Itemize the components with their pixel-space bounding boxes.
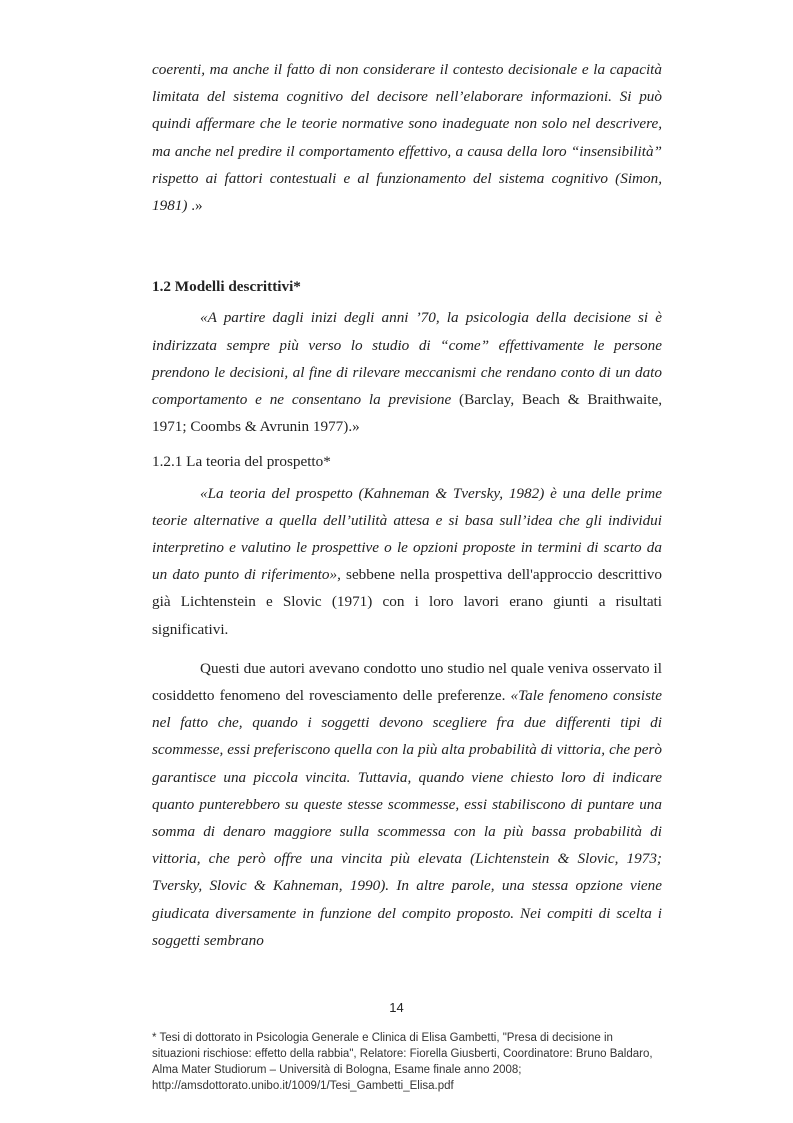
section-1-2-quote: «A partire dagli inizi degli anni ’70, la psicologia della decisione si è indirizzata sempre più verso lo studio di “come” effettivamente le persone prendono le decisioni, al fine di rilevare meccanismi che rendano conto di un dato comportamento e ne consentano la previsione <box>152 309 662 409</box>
paragraph-3-intro: Questi due autori avevano condotto uno studio nel quale veniva osservato il cosiddetto fenomeno del rovesciamento delle preferenze. <box>152 659 662 705</box>
top-paragraph-text: coerenti, ma anche il fatto di non considerare il contesto decisionale e la capacità limitata del sistema cognitivo del decisore nell’elaborare informazioni. Si può quindi affermare che le teorie normative sono inadeguate non solo nel descrivere, ma anche nel predire il comportamento effettivo, a causa della loro “insensibilità” rispetto ai fattori contestuali e al funzionamento del sistema cognitivo (Simon, 1981) <box>152 61 662 215</box>
section-heading-1-2-1: 1.2.1 La teoria del prospetto* <box>152 453 331 471</box>
top-paragraph <box>152 56 662 219</box>
section-1-2-1-paragraph <box>152 480 662 643</box>
document-body <box>152 56 662 954</box>
page-number: 14 <box>389 1000 404 1015</box>
paragraph-3-quote: «Tale fenomeno consiste nel fatto che, quando i soggetti devono scegliere fra due differenti tipi di scommesse, essi preferiscono quella con la più alta probabilità di vittoria, che però garantisce una piccola vincita. Tuttavia, quando viene chiesto loro di indicare quanto punterebbero su queste stesse scommesse, essi stabiliscono di puntare una somma di denaro maggiore sulla scommessa con la più bassa probabilità di vittoria, che però offre una vincita più elevata (Lichtenstein & Slovic, 1973; Tversky, Slovic & Kahneman, 1990). In altre parole, una stessa opzione viene giudicata diversamente in funzione del compito proposto. Nei compiti di scelta i soggetti sembrano <box>152 687 662 949</box>
section-1-2-paragraph <box>152 304 662 440</box>
section-1-2-1-quote: «La teoria del prospetto (Kahneman & Tversky, 1982) è una delle prime teorie alternative a quella dell’utilità attesa e si basa sull’idea che gli individui interpretino e valutino le prospettive o le opzioni proposte in termini di scarto da un dato punto di riferimento» <box>152 484 662 584</box>
top-paragraph-closing: .» <box>187 197 203 215</box>
section-1-2-citation: (Barclay, Beach & Braithwaite, 1971; Coombs & Avrunin 1977).» <box>152 391 663 436</box>
footnote: * Tesi di dottorato in Psicologia Generale e Clinica di Elisa Gambetti, "Presa di decisione in situazioni rischiose: effetto della rabbia", Relatore: Fiorella Giusberti, Coordinatore: Bruno Baldaro, Alma Mater Studiorum – Università di Bologna, Esame finale anno 2008; http://amsdottorato.unibo.it/1009/1/Tesi_Gambetti_Elisa.pdf <box>152 1032 653 1092</box>
section-heading-1-2: 1.2 Modelli descrittivi* <box>152 278 301 296</box>
section-1-2-1-rest: , sebbene nella prospettiva dell'approccio descrittivo già Lichtenstein e Slovic (1971) con i loro lavori erano giunti a risultati significativi. <box>152 566 662 638</box>
paragraph-3 <box>152 655 662 954</box>
